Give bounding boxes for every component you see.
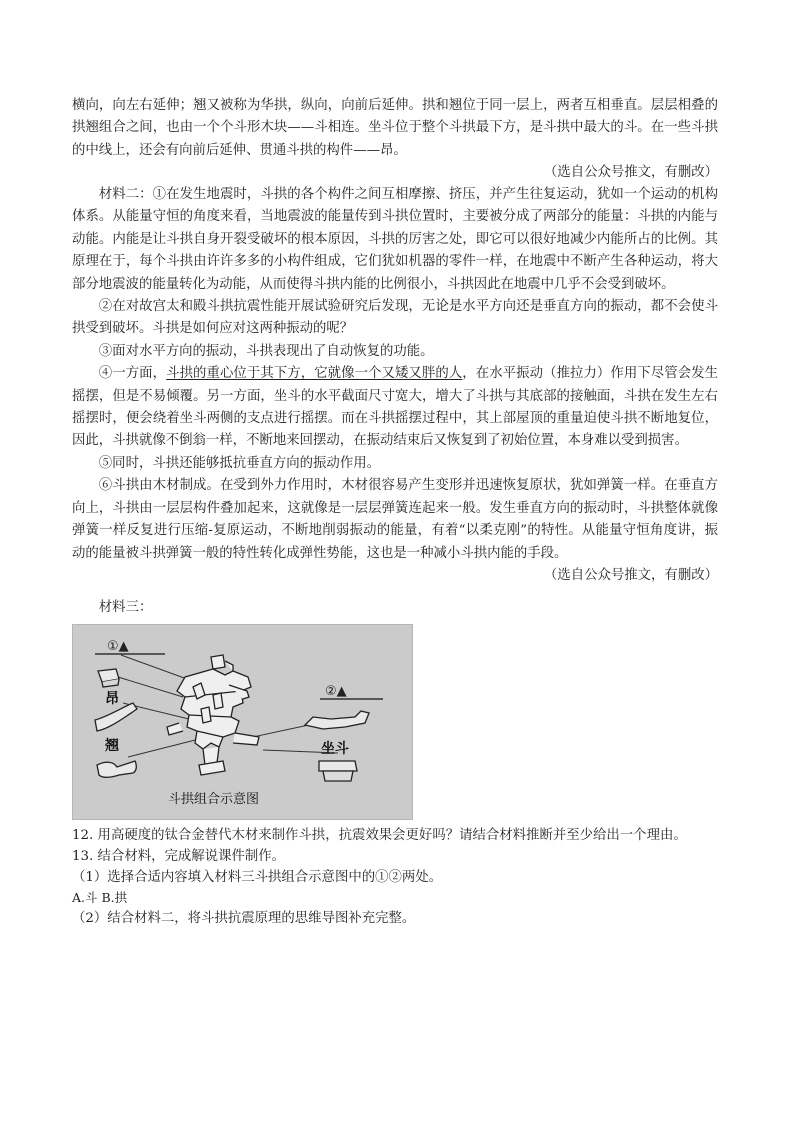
material-3-heading xyxy=(72,597,718,619)
figure-caption: 斗拱组合示意图 xyxy=(168,792,260,807)
label-ang: 昂 xyxy=(105,691,119,707)
passage-material-2 xyxy=(72,184,718,587)
marker-1: ①▲ xyxy=(107,639,129,654)
label-zuodou: 坐斗 xyxy=(321,741,349,757)
p4-lead: ④一方面， xyxy=(98,366,167,382)
material-2-paragraph-3: ③面对水平方向的振动，斗拱表现出了自动恢复的功能。 xyxy=(98,343,434,359)
label-qiao: 翘 xyxy=(105,738,119,754)
passage-1-text: 横向，向左右延伸；翘又被称为华拱，纵向，向前后延伸。拱和翘位于同一层上，两者互相垂直。层层相叠的拱翘组合之间，也由一个个斗形木块——斗相连。坐斗位于整个斗拱最下方，是斗拱中最大的斗。在一些斗拱的中线上，还会有向前后延伸、贯通斗拱的构件——昂。 xyxy=(72,98,718,158)
ang-component-icon xyxy=(95,703,137,731)
marker-2: ②▲ xyxy=(325,684,347,699)
zuodou-component-icon xyxy=(319,761,357,781)
question-13-part-2: （2）结合材料二，将斗拱抗震原理的思维导图补充完整。 xyxy=(72,911,416,927)
p4-rest: ，在水平振动（推拉力）作用下尽管会发生摇摆，但是不易倾覆。另一方面，坐斗的水平截面尺寸宽大，增大了斗拱与其底部的接触面，斗拱在发生左右摇摆时，便会绕着坐斗两侧的支点进行摇摆。而在斗拱摇摆过程中，其上部屋顶的重量迫使斗拱不断地复位，因此，斗拱就像不倒翁一样，不断地来回摆动，在振动结束后又恢复到了初始位置，本身难以受到损害。 xyxy=(72,366,719,449)
passage-material-1 xyxy=(72,95,718,185)
gong-component-icon xyxy=(305,711,369,729)
material-2-paragraph-2: ②在对故宫太和殿斗拱抗震性能开展试验研究后发现，无论是水平方向还是垂直方向的振动，都不会使斗拱受到破坏。斗拱是如何应对这两种振动的呢？ xyxy=(72,299,718,337)
question-13-part-1: （1）选择合适内容填入材料三斗拱组合示意图中的①②两处。 xyxy=(72,869,443,885)
material-2-paragraph-5: ⑤同时，斗拱还能够抵抗垂直方向的振动作用。 xyxy=(98,455,380,471)
p4-underlined-sentence: 斗拱的重心位于其下方，它就像一个又矮又胖的人 xyxy=(166,366,463,382)
question-12: 12. 用高硬度的钛合金替代木材来制作斗拱，抗震效果会更好吗？请结合材料推断并至少给出一个理由。 xyxy=(72,828,687,843)
passage-1-source: （选自公众号推文，有删改） xyxy=(543,165,718,181)
material-2-paragraph-6: ⑥斗拱由木材制成。在受到外力作用时，木材很容易产生变形并迅速恢复原状，犹如弹簧一样。在垂直方向上，斗拱由一层层构件叠加起来，这就像是一层层弹簧连起来一般。发生垂直方向的振动时，斗拱整体就像弹簧一样反复进行压缩-复原运动，不断地削弱振动的能量，有着“以柔克刚”的特性。从能量守恒角度讲，振动的能量被斗拱弹簧一般的特性转化成弹性势能，这也是一种减小斗拱内能的手段。 xyxy=(72,478,718,561)
material-2-paragraph-1: 材料二：①在发生地震时，斗拱的各个构件之间互相摩擦、挤压，并产生往复运动，犹如一个运动的机构体系。从能量守恒的角度来看，当地震波的能量传到斗拱位置时，主要被分成了两部分的能量：斗拱的内能与动能。内能是让斗拱自身开裂受破坏的根本原因，斗拱的厉害之处，即它可以很好地减少内能所占的比例。其原理在于，每个斗拱由许许多多的小构件组成，它们犹如机器的零件一样，在地震中不断产生各种运动，将大部分地震波的能量转化为动能，从而使得斗拱内能的比例很小，斗拱因此在地震中几乎不会受到破坏。 xyxy=(72,187,718,292)
question-13: 13. 结合材料，完成解说课件制作。 xyxy=(72,848,286,864)
assembled-dougong-icon xyxy=(167,655,259,775)
questions-section xyxy=(72,826,732,930)
question-13-options: A.斗 B.拱 xyxy=(72,890,128,906)
dougong-diagram-svg xyxy=(73,625,412,819)
qiao-component-icon xyxy=(97,761,136,777)
material-3-label: 材料三： xyxy=(98,600,153,615)
small-block-icon xyxy=(98,669,119,687)
material-2-paragraph-4 xyxy=(72,363,718,453)
dougong-diagram xyxy=(72,624,413,820)
material-2-source: （选自公众号推文，有删改） xyxy=(543,567,718,583)
